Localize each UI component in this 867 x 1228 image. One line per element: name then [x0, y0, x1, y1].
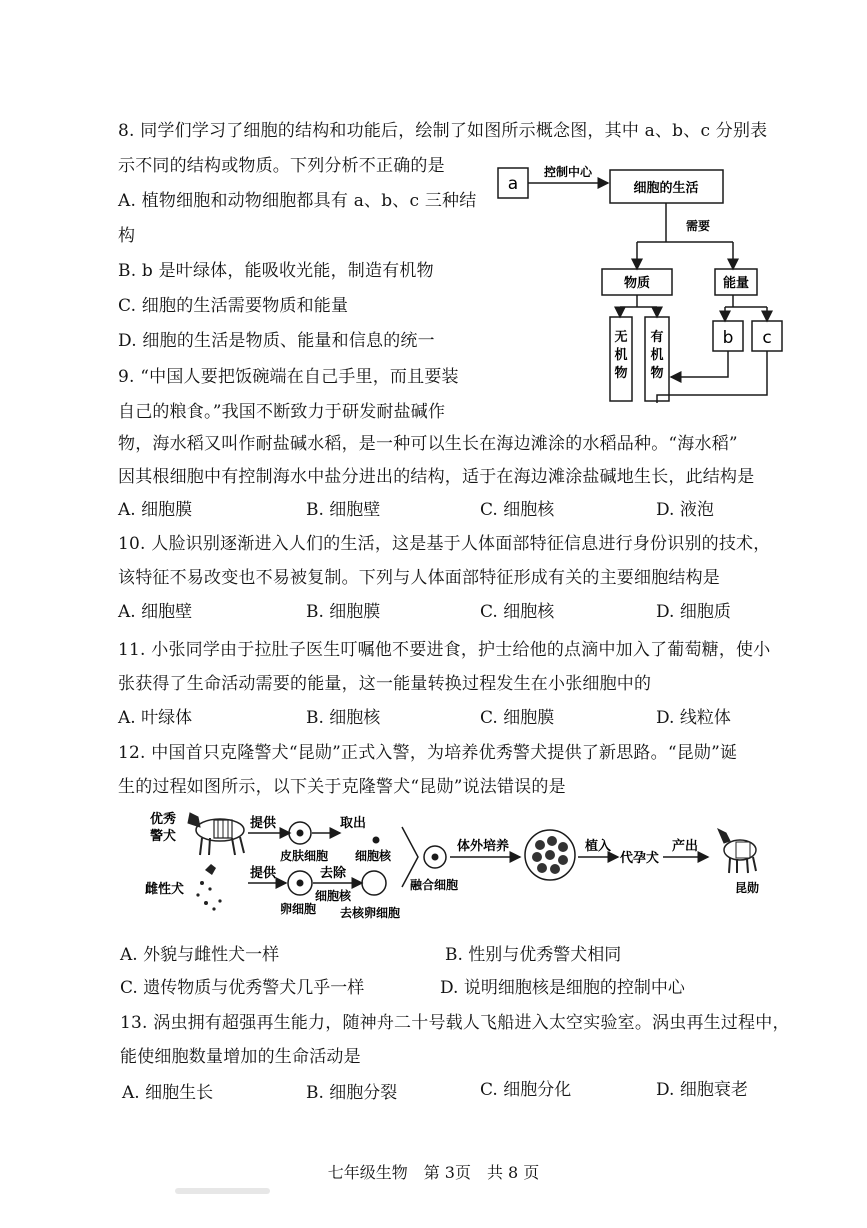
- diagram-remove-nucleus-label: 细胞核: [315, 889, 352, 903]
- q11-option-d: D. 线粒体: [656, 708, 731, 728]
- diagram-excellent-label-2: 警犬: [150, 829, 177, 844]
- diagram-culture-label: 体外培养: [457, 839, 510, 854]
- q12-stem-line2: 生的过程如图所示，以下关于克隆警犬“昆勋”说法错误的是: [118, 777, 566, 797]
- q13-option-d: D. 细胞衰老: [656, 1080, 748, 1100]
- q11-option-c: C. 细胞膜: [480, 708, 555, 728]
- q12-option-d: D. 说明细胞核是细胞的控制中心: [440, 978, 685, 998]
- q12-stem-line1: 12. 中国首只克隆警犬“昆勋”正式入警，为培养优秀警犬提供了新思路。“昆勋”诞: [118, 743, 738, 763]
- diagram-surrogate-label: 代孕犬: [620, 851, 660, 866]
- q11-option-b: B. 细胞核: [306, 708, 381, 728]
- police-dog-image: [188, 813, 244, 855]
- diagram-female-label: 雌性犬: [145, 882, 185, 897]
- q12-option-b: B. 性别与优秀警犬相同: [445, 945, 622, 965]
- diagram-enucleated-label: 去核卵细胞: [340, 906, 401, 920]
- diagram-name-label: 昆勋: [735, 881, 760, 895]
- diagram-control-center: 控制中心: [543, 165, 593, 179]
- q10-option-a: A. 细胞壁: [118, 602, 193, 622]
- diagram-born-label: 产出: [672, 839, 699, 854]
- diagram-organic-label: 有机物: [650, 330, 664, 381]
- q13-option-a: A. 细胞生长: [122, 1083, 214, 1103]
- diagram-c-label: c: [762, 328, 772, 348]
- q8-option-d: D. 细胞的生活是物质、能量和信息的统一: [118, 331, 435, 351]
- q12-option-c: C. 遗传物质与优秀警犬几乎一样: [120, 978, 365, 998]
- diagram-b-label: b: [722, 328, 734, 348]
- q10-option-d: D. 细胞质: [656, 602, 731, 622]
- q10-option-c: C. 细胞核: [480, 602, 555, 622]
- diagram-skin-cell-label: 皮肤细胞: [280, 849, 329, 863]
- q13-stem-line1: 13. 涡虫拥有超强再生能力，随神舟二十号载人飞船进入太空实验室。涡虫再生过程中，: [120, 1013, 790, 1033]
- q9-option-c: C. 细胞核: [480, 500, 555, 520]
- diagram-life-label: 细胞的生活: [633, 181, 699, 196]
- q9-stem-line4: 因其根细胞中有控制海水中盐分进出的结构，适于在海边滩涂盐碱地生长，此结构是: [118, 467, 755, 487]
- diagram-inorganic-label: 无机物: [614, 330, 628, 381]
- q9-option-a: A. 细胞膜: [118, 500, 193, 520]
- diagram-matter-label: 物质: [623, 276, 651, 291]
- q8-stem-line2: 示不同的结构或物质。下列分析不正确的是: [118, 156, 445, 176]
- scan-smudge: [175, 1188, 270, 1194]
- diagram-egg-label: 卵细胞: [280, 902, 317, 916]
- q10-stem-line1: 10. 人脸识别逐渐进入人们的生活，这是基于人体面部特征信息进行身份识别的技术，: [118, 534, 771, 554]
- q8-concept-map: [490, 155, 800, 405]
- diagram-a-label: a: [507, 174, 519, 194]
- diagram-take-label: 取出: [340, 816, 367, 831]
- diagram-remove-label: 去除: [320, 866, 347, 881]
- q9-stem-line1: 9. “中国人要把饭碗端在自己手里，而且要装: [118, 367, 459, 387]
- q8-option-c: C. 细胞的生活需要物质和能量: [118, 296, 349, 316]
- diagram-provide-2: 提供: [250, 866, 277, 881]
- q8-option-a-cont: 构: [118, 226, 136, 246]
- q8-option-a: A. 植物细胞和动物细胞都具有 a、b、c 三种结: [118, 191, 477, 211]
- q11-stem-line1: 11. 小张同学由于拉肚子医生叮嘱他不要进食，护士给他的点滴中加入了葡萄糖，使小: [118, 640, 771, 660]
- page-footer: 七年级生物 第 3页 共 8 页: [327, 1163, 540, 1182]
- q11-stem-line2: 张获得了生命活动需要的能量，这一能量转换过程发生在小张细胞中的: [118, 674, 652, 694]
- q13-option-c: C. 细胞分化: [480, 1080, 572, 1100]
- q8-option-b: B. b 是叶绿体，能吸收光能，制造有机物: [118, 261, 434, 281]
- diagram-fused-label: 融合细胞: [410, 878, 459, 892]
- enucleated-egg: [362, 871, 386, 895]
- diagram-provide-1: 提供: [250, 816, 277, 831]
- q13-stem-line2: 能使细胞数量增加的生命活动是: [120, 1047, 361, 1067]
- q10-stem-line2: 该特征不易改变也不易被复制。下列与人体面部特征形成有关的主要细胞结构是: [118, 568, 720, 588]
- q13-option-b: B. 细胞分裂: [306, 1083, 398, 1103]
- q9-option-b: B. 细胞壁: [306, 500, 381, 520]
- diagram-excellent-label-1: 优秀: [150, 812, 177, 827]
- diagram-need-label: 需要: [686, 219, 711, 233]
- diagram-energy-label: 能量: [722, 276, 750, 291]
- cloned-dog-image: [718, 829, 756, 873]
- q11-option-a: A. 叶绿体: [118, 708, 193, 728]
- female-dog-image: [196, 864, 221, 911]
- q9-stem-line3: 物，海水稻又叫作耐盐碱水稻，是一种可以生长在海边滩涂的水稻品种。“海水稻”: [118, 434, 738, 454]
- q10-option-b: B. 细胞膜: [306, 602, 381, 622]
- q12-option-a: A. 外貌与雌性犬一样: [120, 945, 280, 965]
- q9-option-d: D. 液泡: [656, 500, 714, 520]
- extracted-nucleus: [373, 837, 380, 844]
- embryo-image: [525, 830, 575, 880]
- diagram-nucleus-label: 细胞核: [355, 849, 392, 863]
- q12-cloning-diagram: [140, 805, 770, 930]
- q8-stem-line1: 8. 同学们学习了细胞的结构和功能后，绘制了如图所示概念图，其中 a、b、c 分别表: [118, 121, 768, 141]
- diagram-implant-label: 植入: [585, 839, 612, 854]
- q9-stem-line2: 自己的粮食。”我国不断致力于研发耐盐碱作: [118, 402, 446, 422]
